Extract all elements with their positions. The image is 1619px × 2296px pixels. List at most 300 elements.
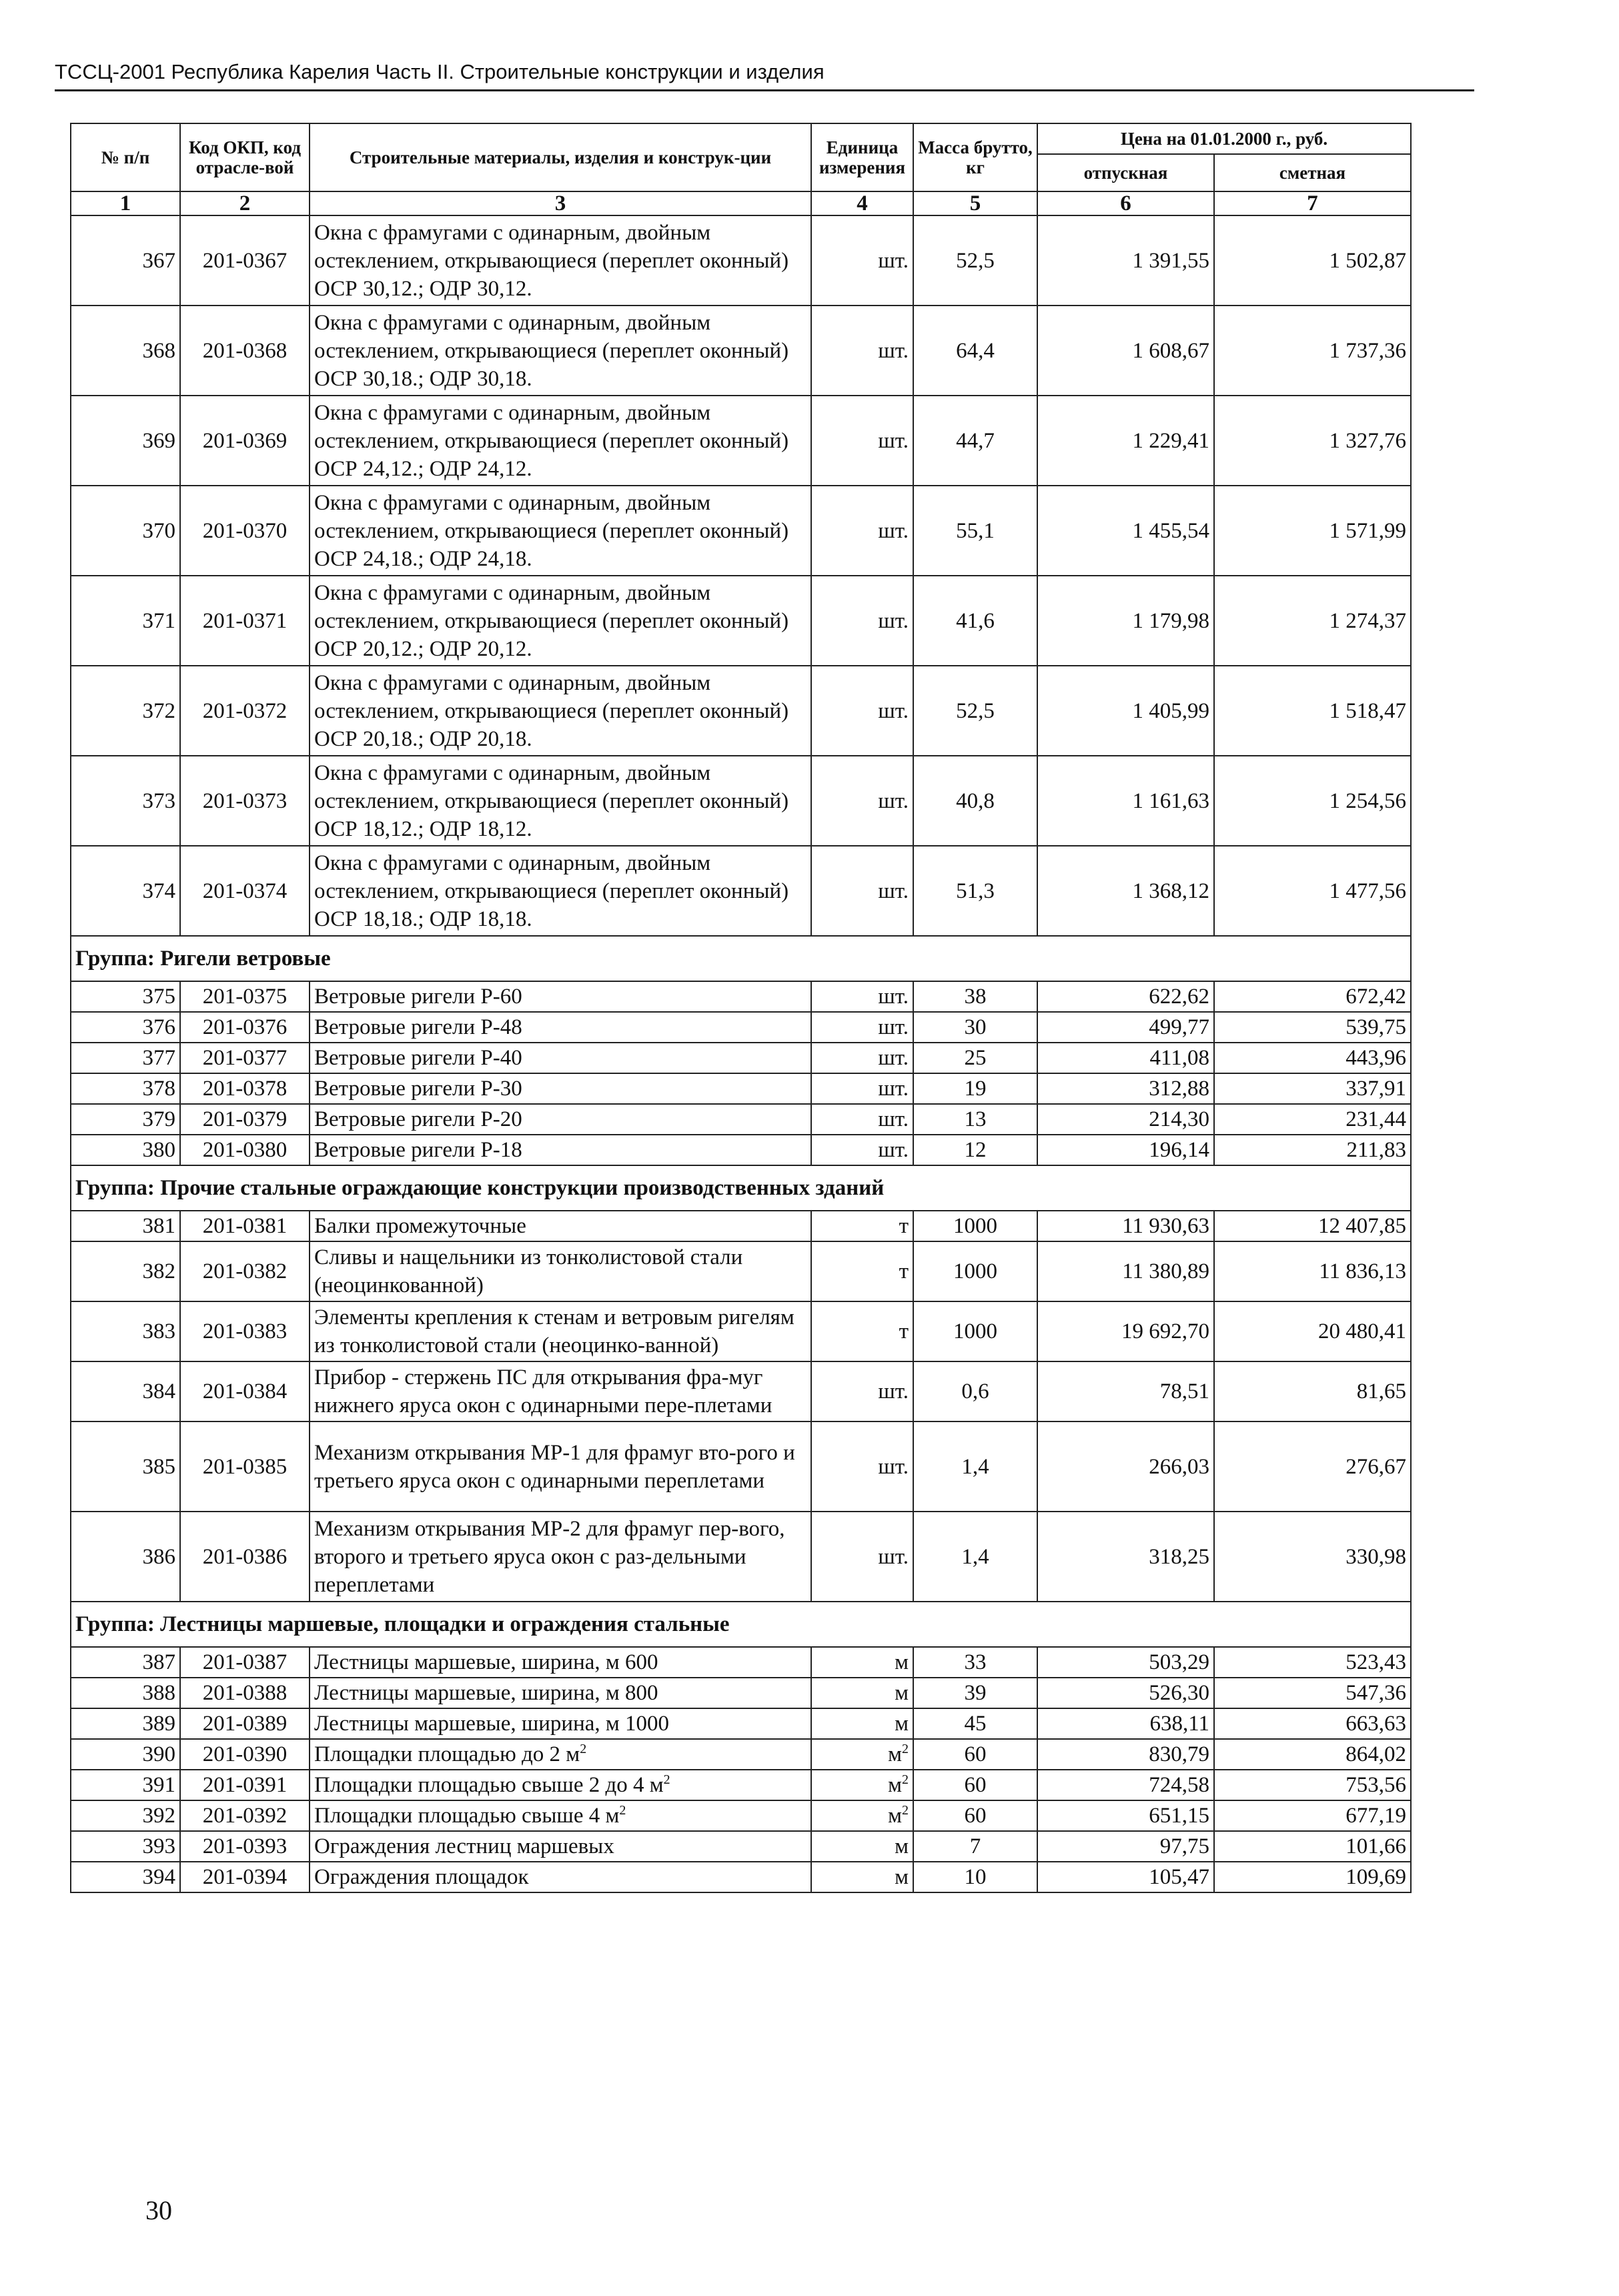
- table-row: [71, 756, 1411, 846]
- row-price-release: 1 161,63: [1037, 756, 1214, 846]
- group-label: Группа:: [75, 1612, 155, 1636]
- row-code: 201-0384: [180, 1361, 310, 1421]
- row-unit-text: т: [899, 1319, 909, 1343]
- table-row: [71, 1073, 1411, 1104]
- row-name: [310, 486, 811, 576]
- table-row: [71, 981, 1411, 1012]
- group-header: [71, 936, 1411, 981]
- row-price-release: 1 405,99: [1037, 666, 1214, 756]
- price-table: [70, 123, 1412, 1893]
- row-mass: 39: [913, 1678, 1037, 1708]
- row-price-release: 724,58: [1037, 1770, 1214, 1800]
- row-code: 201-0380: [180, 1135, 310, 1165]
- row-unit-text: шт.: [878, 428, 909, 453]
- row-number: 373: [71, 756, 180, 846]
- row-unit: [811, 1647, 913, 1678]
- row-code: 201-0387: [180, 1647, 310, 1678]
- group-title: Прочие стальные ограждающие конструкции производственных зданий: [160, 1176, 885, 1200]
- row-number: 381: [71, 1211, 180, 1241]
- row-number: 377: [71, 1043, 180, 1073]
- row-number: 376: [71, 1012, 180, 1043]
- row-mass: 1000: [913, 1241, 1037, 1301]
- table-row: [71, 1739, 1411, 1770]
- row-price-estimate: 1 477,56: [1214, 846, 1411, 936]
- row-name: [310, 1073, 811, 1104]
- row-unit: [811, 486, 913, 576]
- row-price-release: 214,30: [1037, 1104, 1214, 1135]
- row-price-estimate: 523,43: [1214, 1647, 1411, 1678]
- row-unit-text: шт.: [878, 1015, 909, 1039]
- row-name: [310, 306, 811, 396]
- group-title: Ригели ветровые: [160, 947, 331, 971]
- row-price-estimate: 443,96: [1214, 1043, 1411, 1073]
- table-row: [71, 486, 1411, 576]
- row-price-estimate: 539,75: [1214, 1012, 1411, 1043]
- row-name: [310, 1512, 811, 1602]
- row-price-estimate: 211,83: [1214, 1135, 1411, 1165]
- row-number: 390: [71, 1739, 180, 1770]
- table-row: [71, 1301, 1411, 1361]
- row-name-text: Площадки площадью до 2 м: [314, 1742, 580, 1766]
- row-name-text: Окна с фрамугами с одинарным, двойным остеклением, открывающиеся (переплет оконный) ОСР 30,18.; ОДР 30,18.: [314, 310, 789, 391]
- row-unit-text: шт.: [878, 985, 909, 1009]
- row-code: 201-0377: [180, 1043, 310, 1073]
- row-name: [310, 1831, 811, 1862]
- row-code: 201-0391: [180, 1770, 310, 1800]
- row-price-release: 97,75: [1037, 1831, 1214, 1862]
- table-row: [71, 1678, 1411, 1708]
- row-mass: 10: [913, 1862, 1037, 1892]
- row-price-release: 1 391,55: [1037, 215, 1214, 306]
- row-price-release: 1 179,98: [1037, 576, 1214, 666]
- row-code: 201-0378: [180, 1073, 310, 1104]
- column-number: 1: [71, 191, 180, 215]
- row-name-text: Сливы и нащельники из тонколистовой стали (неоцинкованной): [314, 1245, 743, 1297]
- row-unit: [811, 1512, 913, 1602]
- row-price-release: 312,88: [1037, 1073, 1214, 1104]
- row-code: 201-0371: [180, 576, 310, 666]
- row-mass: 1000: [913, 1301, 1037, 1361]
- row-code: 201-0385: [180, 1421, 310, 1512]
- row-price-estimate: 330,98: [1214, 1512, 1411, 1602]
- row-price-estimate: 1 274,37: [1214, 576, 1411, 666]
- row-price-estimate: 276,67: [1214, 1421, 1411, 1512]
- row-number: 378: [71, 1073, 180, 1104]
- row-unit: [811, 756, 913, 846]
- row-name-text: Прибор - стержень ПС для открывания фра-муг нижнего яруса окон с одинарными пере-плетами: [314, 1365, 772, 1417]
- table-row: [71, 1512, 1411, 1602]
- row-price-release: 105,47: [1037, 1862, 1214, 1892]
- row-unit-text: м: [895, 1834, 909, 1858]
- col-header-name: Строительные материалы, изделия и конструк-ции: [310, 123, 811, 191]
- row-name: [310, 1647, 811, 1678]
- row-price-estimate: 672,42: [1214, 981, 1411, 1012]
- row-price-estimate: 11 836,13: [1214, 1241, 1411, 1301]
- group-header-row: [71, 1165, 1411, 1211]
- row-name: [310, 1043, 811, 1073]
- col-header-code: Код ОКП, код отрасле-вой: [180, 123, 310, 191]
- row-name-text: Площадки площадью свыше 4 м: [314, 1804, 620, 1828]
- row-price-estimate: 864,02: [1214, 1739, 1411, 1770]
- row-price-estimate: 101,66: [1214, 1831, 1411, 1862]
- row-price-release: 11 930,63: [1037, 1211, 1214, 1241]
- group-header: [71, 1602, 1411, 1647]
- row-unit-text: м: [895, 1650, 909, 1674]
- column-number: 2: [180, 191, 310, 215]
- col-header-price-estimate: сметная: [1214, 154, 1411, 191]
- row-price-estimate: 677,19: [1214, 1800, 1411, 1831]
- row-unit-text: шт.: [878, 698, 909, 723]
- row-code: 201-0370: [180, 486, 310, 576]
- row-name-superscript: 2: [619, 1803, 626, 1818]
- row-number: 380: [71, 1135, 180, 1165]
- table-row: [71, 1012, 1411, 1043]
- row-name-text: Ветровые ригели Р-40: [314, 1046, 522, 1070]
- group-label: Группа:: [75, 947, 155, 971]
- column-number: 6: [1037, 191, 1214, 215]
- row-unit-superscript: 2: [902, 1803, 909, 1818]
- row-unit: [811, 1073, 913, 1104]
- row-unit: [811, 981, 913, 1012]
- row-price-estimate: 337,91: [1214, 1073, 1411, 1104]
- row-price-estimate: 81,65: [1214, 1361, 1411, 1421]
- row-code: 201-0388: [180, 1678, 310, 1708]
- row-unit: [811, 1739, 913, 1770]
- table-row: [71, 576, 1411, 666]
- row-unit-text: шт.: [878, 1077, 909, 1101]
- row-name: [310, 756, 811, 846]
- row-price-release: 830,79: [1037, 1739, 1214, 1770]
- page-header: ТССЦ-2001 Республика Карелия Часть II. Строительные конструкции и изделия: [55, 59, 1474, 91]
- row-code: 201-0389: [180, 1708, 310, 1739]
- row-unit: [811, 1104, 913, 1135]
- row-price-release: 651,15: [1037, 1800, 1214, 1831]
- row-price-release: 1 608,67: [1037, 306, 1214, 396]
- row-mass: 19: [913, 1073, 1037, 1104]
- row-number: 367: [71, 215, 180, 306]
- row-code: 201-0367: [180, 215, 310, 306]
- row-name-superscript: 2: [580, 1742, 587, 1756]
- row-code: 201-0382: [180, 1241, 310, 1301]
- row-unit-text: м: [895, 1712, 909, 1736]
- row-number: 383: [71, 1301, 180, 1361]
- row-name: [310, 1708, 811, 1739]
- row-name: [310, 576, 811, 666]
- row-unit: [811, 1708, 913, 1739]
- row-mass: 60: [913, 1800, 1037, 1831]
- row-mass: 13: [913, 1104, 1037, 1135]
- row-mass: 12: [913, 1135, 1037, 1165]
- row-name-text: Ограждения площадок: [314, 1865, 529, 1889]
- row-price-estimate: 1 327,76: [1214, 396, 1411, 486]
- row-name: [310, 981, 811, 1012]
- row-mass: 38: [913, 981, 1037, 1012]
- row-name-text: Лестницы маршевые, ширина, м 600: [314, 1650, 658, 1674]
- row-code: 201-0374: [180, 846, 310, 936]
- table-row: [71, 396, 1411, 486]
- row-price-estimate: 20 480,41: [1214, 1301, 1411, 1361]
- row-number: 382: [71, 1241, 180, 1301]
- row-mass: 30: [913, 1012, 1037, 1043]
- row-price-estimate: 663,63: [1214, 1708, 1411, 1739]
- row-price-estimate: 12 407,85: [1214, 1211, 1411, 1241]
- row-name-text: Окна с фрамугами с одинарным, двойным остеклением, открывающиеся (переплет оконный) ОСР 24,12.; ОДР 24,12.: [314, 400, 789, 481]
- table-row: [71, 1862, 1411, 1892]
- row-unit-text: м: [888, 1804, 902, 1828]
- row-name: [310, 1241, 811, 1301]
- row-unit-superscript: 2: [902, 1772, 909, 1787]
- column-number-row: [71, 191, 1411, 215]
- table-row: [71, 1043, 1411, 1073]
- row-name-text: Окна с фрамугами с одинарным, двойным остеклением, открывающиеся (переплет оконный) ОСР 24,18.; ОДР 24,18.: [314, 490, 789, 571]
- row-number: 374: [71, 846, 180, 936]
- row-unit: [811, 1831, 913, 1862]
- row-name: [310, 1135, 811, 1165]
- col-header-price-group: Цена на 01.01.2000 г., руб.: [1037, 123, 1411, 154]
- row-number: 391: [71, 1770, 180, 1800]
- row-name-text: Балки промежуточные: [314, 1214, 526, 1238]
- row-mass: 7: [913, 1831, 1037, 1862]
- row-code: 201-0390: [180, 1739, 310, 1770]
- row-price-estimate: 1 518,47: [1214, 666, 1411, 756]
- row-unit: [811, 396, 913, 486]
- row-code: 201-0372: [180, 666, 310, 756]
- row-code: 201-0386: [180, 1512, 310, 1602]
- table-row: [71, 215, 1411, 306]
- row-unit-text: шт.: [878, 879, 909, 903]
- row-mass: 1000: [913, 1211, 1037, 1241]
- row-mass: 60: [913, 1739, 1037, 1770]
- row-mass: 1,4: [913, 1512, 1037, 1602]
- row-price-release: 19 692,70: [1037, 1301, 1214, 1361]
- group-title: Лестницы маршевые, площадки и ограждения стальные: [160, 1612, 730, 1636]
- row-price-estimate: 1 571,99: [1214, 486, 1411, 576]
- table-body: [71, 191, 1411, 1892]
- row-name-text: Ограждения лестниц маршевых: [314, 1834, 614, 1858]
- row-number: 370: [71, 486, 180, 576]
- table-row: [71, 1800, 1411, 1831]
- row-unit-text: м: [895, 1865, 909, 1889]
- row-code: 201-0381: [180, 1211, 310, 1241]
- row-price-estimate: 753,56: [1214, 1770, 1411, 1800]
- row-unit-text: шт.: [878, 1046, 909, 1070]
- row-unit-text: шт.: [878, 608, 909, 633]
- row-name-text: Механизм открывания МР-1 для фрамуг вто-рого и третьего яруса окон с одинарными переплетами: [314, 1440, 795, 1493]
- row-unit: [811, 1361, 913, 1421]
- row-code: 201-0368: [180, 306, 310, 396]
- row-name-text: Окна с фрамугами с одинарным, двойным остеклением, открывающиеся (переплет оконный) ОСР 20,18.; ОДР 20,18.: [314, 670, 789, 751]
- row-code: 201-0393: [180, 1831, 310, 1862]
- row-unit-text: т: [899, 1259, 909, 1283]
- row-name-text: Лестницы маршевые, ширина, м 1000: [314, 1712, 670, 1736]
- row-unit: [811, 1678, 913, 1708]
- row-unit: [811, 1800, 913, 1831]
- row-unit-text: шт.: [878, 1379, 909, 1403]
- row-unit: [811, 1421, 913, 1512]
- row-price-release: 318,25: [1037, 1512, 1214, 1602]
- table-row: [71, 1135, 1411, 1165]
- row-unit-text: м: [888, 1742, 902, 1766]
- row-unit-superscript: 2: [902, 1742, 909, 1756]
- row-price-release: 526,30: [1037, 1678, 1214, 1708]
- row-code: 201-0392: [180, 1800, 310, 1831]
- table-row: [71, 1104, 1411, 1135]
- row-mass: 52,5: [913, 215, 1037, 306]
- row-mass: 64,4: [913, 306, 1037, 396]
- group-header-row: [71, 936, 1411, 981]
- group-header-row: [71, 1602, 1411, 1647]
- row-mass: 0,6: [913, 1361, 1037, 1421]
- row-unit: [811, 1770, 913, 1800]
- row-name: [310, 666, 811, 756]
- row-unit: [811, 1043, 913, 1073]
- row-name: [310, 1104, 811, 1135]
- row-price-estimate: 109,69: [1214, 1862, 1411, 1892]
- column-number: 7: [1214, 191, 1411, 215]
- row-name-text: Элементы крепления к стенам и ветровым ригелям из тонколистовой стали (неоцинко-ванной): [314, 1305, 794, 1357]
- table-row: [71, 1211, 1411, 1241]
- row-code: 201-0369: [180, 396, 310, 486]
- row-name-text: Ветровые ригели Р-18: [314, 1138, 522, 1162]
- row-price-release: 503,29: [1037, 1647, 1214, 1678]
- row-unit: [811, 1862, 913, 1892]
- table-row: [71, 1241, 1411, 1301]
- row-number: 368: [71, 306, 180, 396]
- row-unit-text: шт.: [878, 1138, 909, 1162]
- column-number: 4: [811, 191, 913, 215]
- row-name: [310, 1421, 811, 1512]
- table-row: [71, 846, 1411, 936]
- row-name-text: Ветровые ригели Р-30: [314, 1077, 522, 1101]
- table-row: [71, 1361, 1411, 1421]
- row-name: [310, 1739, 811, 1770]
- row-name-superscript: 2: [663, 1772, 670, 1787]
- row-unit-text: т: [899, 1214, 909, 1238]
- row-number: 393: [71, 1831, 180, 1862]
- column-number: 3: [310, 191, 811, 215]
- row-unit: [811, 1012, 913, 1043]
- row-unit: [811, 846, 913, 936]
- row-price-release: 622,62: [1037, 981, 1214, 1012]
- table-row: [71, 306, 1411, 396]
- row-name: [310, 846, 811, 936]
- row-price-release: 266,03: [1037, 1421, 1214, 1512]
- row-unit-text: шт.: [878, 788, 909, 813]
- row-unit-text: шт.: [878, 518, 909, 543]
- row-mass: 51,3: [913, 846, 1037, 936]
- row-unit: [811, 1135, 913, 1165]
- row-name: [310, 1211, 811, 1241]
- column-number: 5: [913, 191, 1037, 215]
- row-name: [310, 396, 811, 486]
- row-price-release: 1 368,12: [1037, 846, 1214, 936]
- row-code: 201-0379: [180, 1104, 310, 1135]
- row-name-text: Окна с фрамугами с одинарным, двойным остеклением, открывающиеся (переплет оконный) ОСР 20,12.; ОДР 20,12.: [314, 580, 789, 661]
- group-header: [71, 1165, 1411, 1211]
- row-name-text: Ветровые ригели Р-48: [314, 1015, 522, 1039]
- row-name-text: Ветровые ригели Р-60: [314, 985, 522, 1009]
- row-price-release: 1 455,54: [1037, 486, 1214, 576]
- row-price-release: 499,77: [1037, 1012, 1214, 1043]
- group-label: Группа:: [75, 1176, 155, 1200]
- table-row: [71, 1770, 1411, 1800]
- row-number: 389: [71, 1708, 180, 1739]
- row-unit: [811, 215, 913, 306]
- row-name: [310, 1862, 811, 1892]
- col-header-num: № п/п: [71, 123, 180, 191]
- row-price-release: 1 229,41: [1037, 396, 1214, 486]
- row-price-estimate: 1 737,36: [1214, 306, 1411, 396]
- row-name-text: Механизм открывания МР-2 для фрамуг пер-вого, второго и третьего яруса окон с раз-дельными переплетами: [314, 1516, 785, 1597]
- row-code: 201-0394: [180, 1862, 310, 1892]
- row-code: 201-0376: [180, 1012, 310, 1043]
- row-unit: [811, 1211, 913, 1241]
- row-mass: 60: [913, 1770, 1037, 1800]
- row-number: 369: [71, 396, 180, 486]
- row-unit-text: м: [895, 1681, 909, 1705]
- table-row: [71, 666, 1411, 756]
- row-price-estimate: 231,44: [1214, 1104, 1411, 1135]
- row-name-text: Окна с фрамугами с одинарным, двойным остеклением, открывающиеся (переплет оконный) ОСР 30,12.; ОДР 30,12.: [314, 220, 789, 301]
- row-number: 379: [71, 1104, 180, 1135]
- row-number: 394: [71, 1862, 180, 1892]
- row-mass: 1,4: [913, 1421, 1037, 1512]
- row-price-release: 196,14: [1037, 1135, 1214, 1165]
- row-unit-text: шт.: [878, 1107, 909, 1131]
- row-name-text: Ветровые ригели Р-20: [314, 1107, 522, 1131]
- col-header-unit: Единица измерения: [811, 123, 913, 191]
- row-name-text: Окна с фрамугами с одинарным, двойным остеклением, открывающиеся (переплет оконный) ОСР 18,18.; ОДР 18,18.: [314, 850, 789, 931]
- row-name: [310, 1301, 811, 1361]
- row-mass: 55,1: [913, 486, 1037, 576]
- row-unit-text: м: [888, 1773, 902, 1797]
- row-code: 201-0373: [180, 756, 310, 846]
- row-name: [310, 1361, 811, 1421]
- row-unit-text: шт.: [878, 1544, 909, 1569]
- row-unit: [811, 666, 913, 756]
- row-name: [310, 1678, 811, 1708]
- page-number: 30: [145, 2195, 172, 2225]
- row-number: 385: [71, 1421, 180, 1512]
- row-code: 201-0375: [180, 981, 310, 1012]
- row-price-estimate: 1 502,87: [1214, 215, 1411, 306]
- row-number: 386: [71, 1512, 180, 1602]
- row-mass: 44,7: [913, 396, 1037, 486]
- row-number: 384: [71, 1361, 180, 1421]
- row-name: [310, 215, 811, 306]
- row-unit-text: шт.: [878, 248, 909, 273]
- row-unit: [811, 306, 913, 396]
- row-mass: 52,5: [913, 666, 1037, 756]
- row-mass: 40,8: [913, 756, 1037, 846]
- table-row: [71, 1708, 1411, 1739]
- row-number: 388: [71, 1678, 180, 1708]
- row-price-release: 638,11: [1037, 1708, 1214, 1739]
- row-unit: [811, 1301, 913, 1361]
- row-name: [310, 1770, 811, 1800]
- row-unit-text: шт.: [878, 1454, 909, 1479]
- col-header-mass: Масса брутто, кг: [913, 123, 1037, 191]
- row-price-release: 411,08: [1037, 1043, 1214, 1073]
- row-name: [310, 1800, 811, 1831]
- row-mass: 25: [913, 1043, 1037, 1073]
- row-unit: [811, 1241, 913, 1301]
- row-price-estimate: 547,36: [1214, 1678, 1411, 1708]
- table-row: [71, 1421, 1411, 1512]
- row-price-estimate: 1 254,56: [1214, 756, 1411, 846]
- row-number: 372: [71, 666, 180, 756]
- row-name-text: Площадки площадью свыше 2 до 4 м: [314, 1773, 664, 1797]
